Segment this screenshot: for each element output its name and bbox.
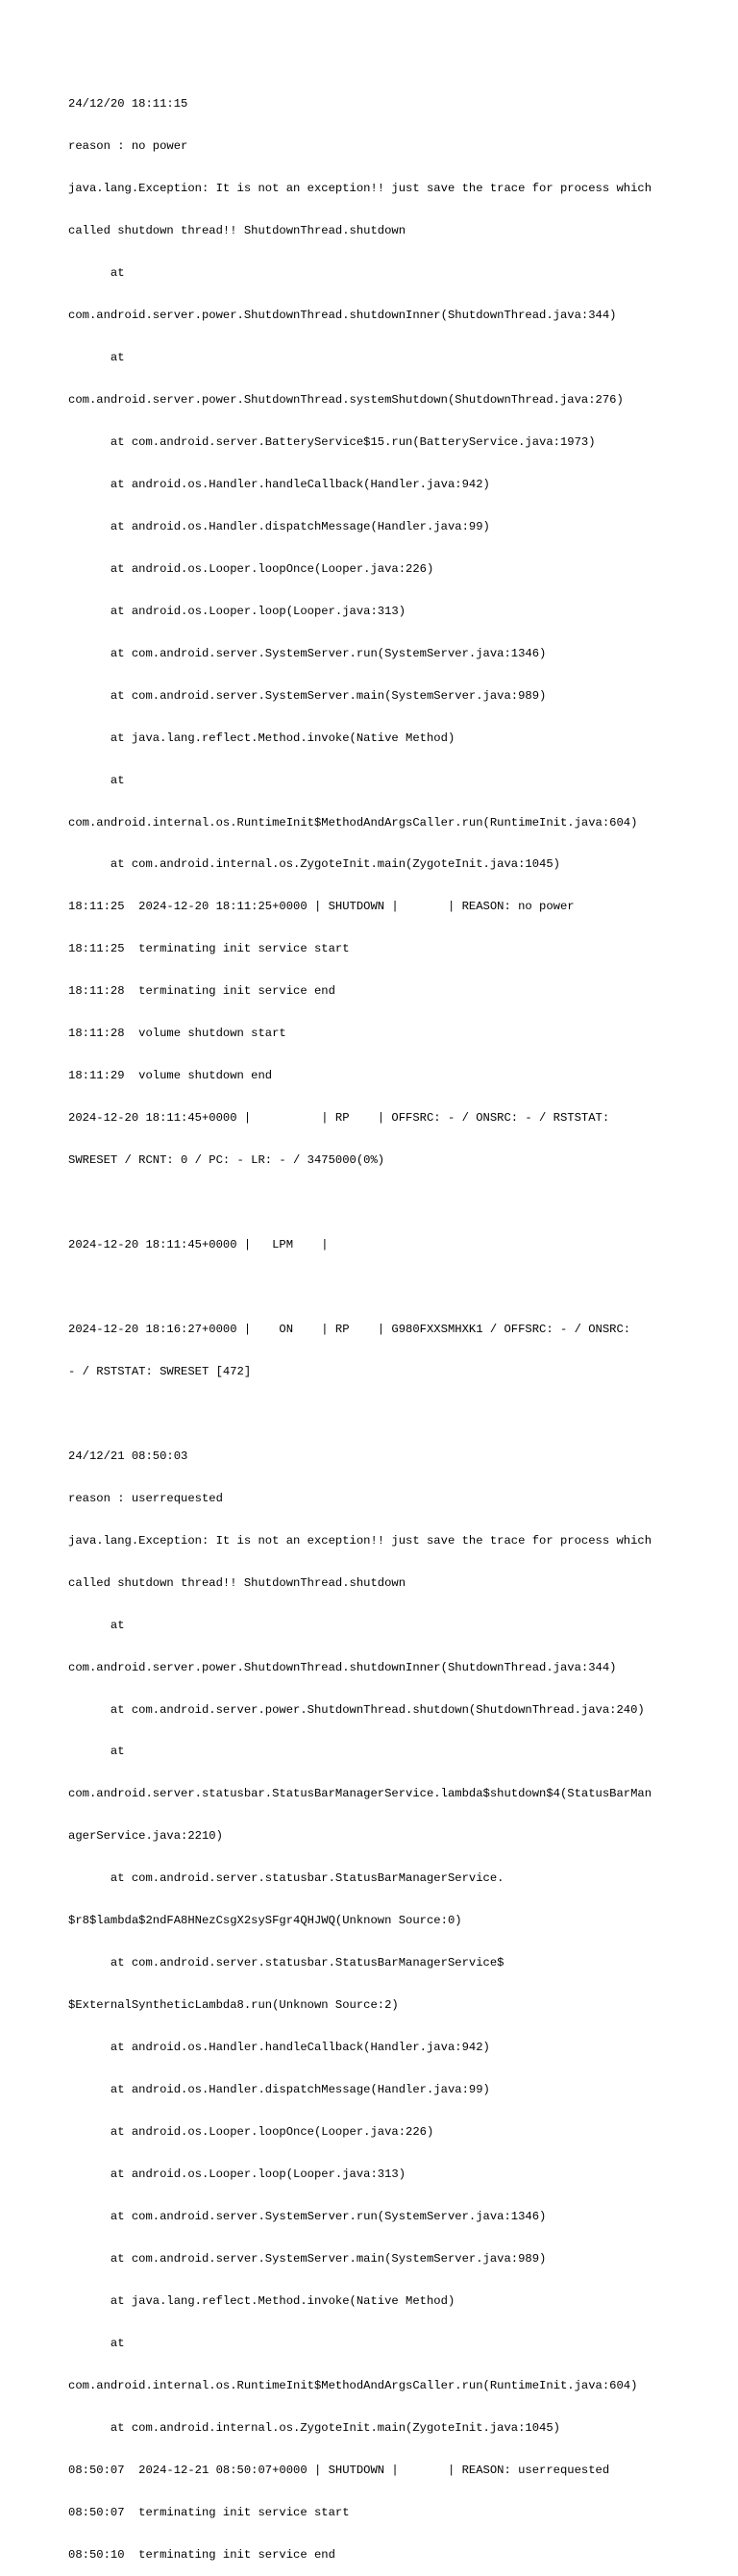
log-line: com.android.server.power.ShutdownThread.systemShutdown(ShutdownThread.java:276) [68,392,624,407]
log-line: at com.android.server.BatteryService$15.run(BatteryService.java:1973) [68,434,596,449]
log-line: com.android.internal.os.RuntimeInit$MethodAndArgsCaller.run(RuntimeInit.java:604) [68,815,638,830]
log-line: at com.android.internal.os.ZygoteInit.main(ZygoteInit.java:1045) [68,2420,560,2435]
log-line: 18:11:25 terminating init service start [68,942,350,956]
log-line: at com.android.server.power.ShutdownThread.shutdown(ShutdownThread.java:240) [68,1702,645,1717]
log-line: com.android.server.power.ShutdownThread.shutdownInner(ShutdownThread.java:344) [68,1660,617,1674]
log-line: at com.android.server.SystemServer.run(SystemServer.java:1346) [68,646,547,660]
log-line [68,1407,702,1422]
log-line: at com.android.server.statusbar.StatusBarManagerService. [68,1871,504,1886]
log-line: 08:50:10 terminating init service end [68,2547,335,2562]
log-line: at [68,1745,125,1759]
log-line: at android.os.Looper.loop(Looper.java:313) [68,2167,406,2182]
log-line: at android.os.Handler.handleCallback(Handler.java:942) [68,477,490,491]
log-line: $ExternalSyntheticLambda8.run(Unknown Source:2) [68,1998,399,2013]
log-line: agerService.java:2210) [68,1829,223,1844]
log-line: called shutdown thread!! ShutdownThread.shutdown [68,1575,406,1590]
log-line [68,1280,702,1295]
log-line: 18:11:25 2024-12-20 18:11:25+0000 | SHUTDOWN | | REASON: no power [68,900,575,914]
log-line: at [68,2336,125,2350]
log-line: 2024-12-20 18:11:45+0000 | | RP | OFFSRC: - / ONSRC: - / RSTSTAT: [68,1111,610,1126]
log-line: com.android.internal.os.RuntimeInit$MethodAndArgsCaller.run(RuntimeInit.java:604) [68,2378,638,2392]
log-line: at android.os.Handler.handleCallback(Handler.java:942) [68,2041,490,2055]
log-line: com.android.server.statusbar.StatusBarManagerService.lambda$shutdown$4(StatusBarMan [68,1787,652,1801]
log-line: at android.os.Handler.dispatchMessage(Handler.java:99) [68,519,490,533]
log-line [68,1196,702,1210]
log-line: at java.lang.reflect.Method.invoke(Native Method) [68,2293,455,2308]
log-line: at android.os.Handler.dispatchMessage(Handler.java:99) [68,2083,490,2097]
log-line: reason : no power [68,139,188,154]
log-line: at android.os.Looper.loopOnce(Looper.java:226) [68,2125,434,2140]
log-line: at java.lang.reflect.Method.invoke(Native Method) [68,731,455,745]
log-line: at com.android.internal.os.ZygoteInit.main(ZygoteInit.java:1045) [68,857,560,872]
log-line: 18:11:28 terminating init service end [68,984,335,999]
log-line: java.lang.Exception: It is not an exception!! just save the trace for process which [68,182,652,196]
log-line: at com.android.server.SystemServer.run(SystemServer.java:1346) [68,2209,547,2223]
log-line: reason : userrequested [68,1491,223,1505]
log-line: 18:11:29 volume shutdown end [68,1069,273,1083]
log-line: at [68,773,125,787]
log-line: 24/12/20 18:11:15 [68,97,188,111]
log-line: at [68,266,125,281]
log-line: 2024-12-20 18:16:27+0000 | ON | RP | G980FXXSMHXK1 / OFFSRC: - / ONSRC: [68,1322,631,1336]
log-line: at com.android.server.SystemServer.main(SystemServer.java:989) [68,2251,547,2266]
log-line: at [68,351,125,365]
log-line: 18:11:28 volume shutdown start [68,1027,286,1041]
log-line: at android.os.Looper.loopOnce(Looper.java:226) [68,561,434,576]
log-line: 08:50:07 terminating init service start [68,2505,350,2519]
log-line: SWRESET / RCNT: 0 / PC: - LR: - / 3475000(0%) [68,1153,385,1168]
log-line: $r8$lambda$2ndFA8HNezCsgX2sySFgr4QHJWQ(Unknown Source:0) [68,1914,462,1928]
log-line: 08:50:07 2024-12-21 08:50:07+0000 | SHUTDOWN | | REASON: userrequested [68,2463,610,2477]
log-line: at [68,1618,125,1632]
log-line: 24/12/21 08:50:03 [68,1449,188,1463]
log-line: java.lang.Exception: It is not an exception!! just save the trace for process which [68,1533,652,1548]
log-line: at com.android.server.statusbar.StatusBarManagerService$ [68,1956,504,1970]
log-text-block [68,69,702,2576]
log-line: at android.os.Looper.loop(Looper.java:313) [68,604,406,618]
log-line: com.android.server.power.ShutdownThread.shutdownInner(ShutdownThread.java:344) [68,309,617,323]
log-line: called shutdown thread!! ShutdownThread.shutdown [68,224,406,238]
log-line: 2024-12-20 18:11:45+0000 | LPM | [68,1238,329,1252]
log-line: at com.android.server.SystemServer.main(SystemServer.java:989) [68,688,547,703]
log-line: - / RSTSTAT: SWRESET [472] [68,1364,252,1378]
